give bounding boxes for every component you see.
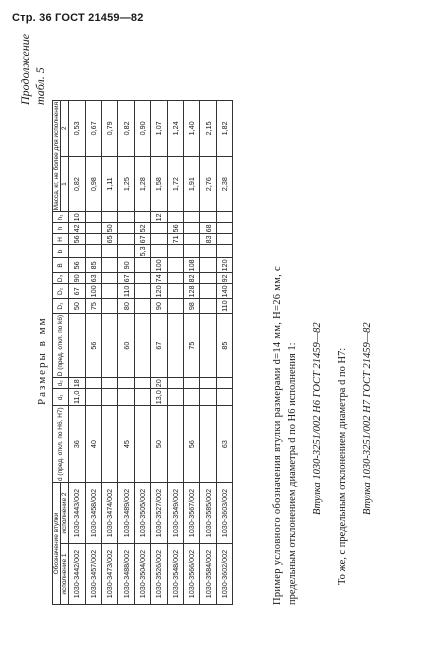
cell-H [85,234,101,245]
cell-d [134,406,150,483]
mass2-header: 2 [61,100,69,156]
cell-m1: 0,82 [69,156,85,212]
table-row [69,100,85,604]
cell-d1: 13,0 [151,389,167,406]
cell-m2: 2,15 [200,100,216,156]
table-row [85,100,101,604]
cell-m1: 1,25 [118,156,134,212]
cell-h1 [85,212,101,223]
cell-b: 5,3 [134,245,150,258]
cell-d1 [85,389,101,406]
cell-d: 40 [85,406,101,483]
cell-h: 50 [102,223,118,234]
cell-D: 67 [151,313,167,377]
cell-D2 [200,284,216,299]
cell-m2: 1,24 [167,100,183,156]
D3-header: D₃ [53,273,69,284]
cell-D1: 75 [85,299,101,313]
cell-m1: 1,58 [151,156,167,212]
D1-header: D₁ [53,299,69,313]
cell-D1: 90 [151,299,167,313]
cell-d2 [118,378,134,389]
cell-m1: 0,98 [85,156,101,212]
cell-b [151,245,167,258]
d1-header: d₁ [53,389,69,406]
cell-h1: 12 [151,212,167,223]
cell-B: 90 [118,258,134,273]
table-row [102,100,118,604]
cell-D3: 90 [69,273,85,284]
cell-D1: 50 [69,299,85,313]
cell-D2: 110 [118,284,134,299]
cell-h: 42 [69,223,85,234]
cell-e2: 1030-3527/002 [151,483,167,544]
cell-H [216,234,232,245]
cell-d [102,406,118,483]
cell-e1: 1030-3457/002 [85,544,101,605]
cell-D2: 120 [151,284,167,299]
cell-m1: 1,91 [184,156,200,212]
cell-b [184,245,200,258]
cell-H [184,234,200,245]
cell-d: 45 [118,406,134,483]
cell-D3 [102,273,118,284]
cell-d1 [118,389,134,406]
cell-D: 75 [184,313,200,377]
cell-d1 [184,389,200,406]
exec1-header: исполнение 1 [61,544,69,605]
cell-d2 [102,378,118,389]
cell-D2 [134,284,150,299]
cell-D [134,313,150,377]
cell-e2: 1030-3603/002 [216,483,232,544]
table-caption: Размеры в мм [36,316,48,405]
table-row [184,100,200,604]
d2-header: d₂ [53,378,69,389]
cell-h [151,223,167,234]
table-row [167,100,183,604]
B-header: B [53,258,69,273]
cell-D [167,313,183,377]
cell-h: 68 [200,223,216,234]
cell-m2: 0,90 [134,100,150,156]
continuation-label: Продолжение табл. 5 [18,33,47,105]
cell-D2: 140 [216,284,232,299]
cell-H [118,234,134,245]
b-header: b [53,245,69,258]
cell-e2: 1030-3489/002 [118,483,134,544]
cell-H: 67 [134,234,150,245]
cell-D1: 110 [216,299,232,313]
d-header: d (пред. откл. по H6, H7) [53,406,69,483]
cell-d1 [167,389,183,406]
cell-B [167,258,183,273]
cell-h1 [216,212,232,223]
cell-D3: 82 [184,273,200,284]
cell-e1: 1030-3526/002 [151,544,167,605]
cell-m1: 1,28 [134,156,150,212]
cell-d1 [200,389,216,406]
cell-d2: 20 [151,378,167,389]
cell-D2: 128 [184,284,200,299]
h1-header: h₁ [53,212,69,223]
cell-H: 56 [69,234,85,245]
cell-B: 85 [85,258,101,273]
cell-e2: 1030-3505/002 [134,483,150,544]
cell-e2: 1030-3443/002 [69,483,85,544]
cell-d1 [134,389,150,406]
cell-B: 100 [151,258,167,273]
cell-b [85,245,101,258]
designation-header: Обозначение втулки [53,483,61,605]
cell-h1 [118,212,134,223]
cell-e1: 1030-3566/002 [184,544,200,605]
cell-d: 36 [69,406,85,483]
cell-H: 71 [167,234,183,245]
cell-d [167,406,183,483]
cell-h1 [102,212,118,223]
cell-b [102,245,118,258]
cell-h [216,223,232,234]
cell-e1: 1030-3602/002 [216,544,232,605]
cell-m1: 2,76 [200,156,216,212]
cell-b [200,245,216,258]
mass1-header: 1 [61,156,69,212]
cell-d2 [167,378,183,389]
cell-m2: 0,67 [85,100,101,156]
example-line-2: предельным отклонением диаметра d по H6 исполнения 1: [287,342,298,605]
cell-e2: 1030-3549/002 [167,483,183,544]
cell-D1 [200,299,216,313]
cell-m1: 1,11 [102,156,118,212]
page-header: Стр. 36 ГОСТ 21459—82 [12,12,144,24]
cell-D1 [102,299,118,313]
cell-D [69,313,85,377]
cell-D: 60 [118,313,134,377]
table-row [134,100,150,604]
cell-e1: 1030-3548/002 [167,544,183,605]
cell-d2 [216,378,232,389]
cell-d: 63 [216,406,232,483]
table-row [118,100,134,604]
cell-e2: 1030-3585/002 [200,483,216,544]
cell-h1 [200,212,216,223]
mass-header: Масса, кг, не более для исполнения [53,101,60,211]
cell-B: 120 [216,258,232,273]
cell-D: 56 [85,313,101,377]
cell-e1: 1030-3504/002 [134,544,150,605]
cell-h [184,223,200,234]
example-line-1: Пример условного обозначения втулки размерами d=14 мм, H=26 мм, с [272,266,283,605]
example-designation-h6: Втулка 1030-3251/002 H6 ГОСТ 21459—82 [312,322,323,515]
rotated-page [0,25,429,645]
cell-e1: 1030-3488/002 [118,544,134,605]
cell-h1: 10 [69,212,85,223]
cell-e2: 1030-3458/002 [85,483,101,544]
cell-H: 65 [102,234,118,245]
cell-e1: 1030-3584/002 [200,544,216,605]
cell-d2 [85,378,101,389]
exec2-header: исполнение 2 [61,483,69,544]
cell-D2: 100 [85,284,101,299]
cell-D [200,313,216,377]
cell-D3 [167,273,183,284]
cell-D [102,313,118,377]
cell-e1: 1030-3473/002 [102,544,118,605]
example-designation-h7: Втулка 1030-3251/002 H7 ГОСТ 21459—82 [362,322,373,515]
cell-d2 [200,378,216,389]
cell-D3 [134,273,150,284]
cell-D1 [167,299,183,313]
cell-B [102,258,118,273]
cell-d2: 18 [69,378,85,389]
table-row [151,100,167,604]
cell-h [118,223,134,234]
table-row [200,100,216,604]
cell-m2: 1,07 [151,100,167,156]
h-header: h [53,223,69,234]
cell-d1: 11,0 [69,389,85,406]
cell-B [134,258,150,273]
cell-D3: 63 [85,273,101,284]
cell-b [167,245,183,258]
cell-b [69,245,85,258]
cell-B: 108 [184,258,200,273]
D2-header: D₂ [53,284,69,299]
cell-m2: 0,53 [69,100,85,156]
cell-H [151,234,167,245]
cell-d [200,406,216,483]
cell-D3 [200,273,216,284]
table-body [69,100,233,604]
cell-h [85,223,101,234]
cell-D3: 74 [151,273,167,284]
cell-m1: 1,72 [167,156,183,212]
cell-B [200,258,216,273]
cell-D3: 67 [118,273,134,284]
cell-D1: 98 [184,299,200,313]
cell-d: 56 [184,406,200,483]
cell-D1 [134,299,150,313]
cell-d1 [216,389,232,406]
cell-h1 [184,212,200,223]
cell-d2 [184,378,200,389]
cell-e1: 1030-3442/002 [69,544,85,605]
table-row [216,100,232,604]
cell-b [216,245,232,258]
cell-e2: 1030-3474/002 [102,483,118,544]
cell-D3: 92 [216,273,232,284]
D-header: D (пред. откл. по k6) [53,313,69,377]
dimensions-table [52,100,233,605]
cell-D1: 80 [118,299,134,313]
cell-e2: 1030-3567/002 [184,483,200,544]
cell-D2 [167,284,183,299]
cell-m2: 0,79 [102,100,118,156]
cell-m2: 1,82 [216,100,232,156]
cell-H: 83 [200,234,216,245]
cell-h: 52 [134,223,150,234]
cell-h: 56 [167,223,183,234]
cell-d: 50 [151,406,167,483]
cell-h1 [167,212,183,223]
cell-h1 [134,212,150,223]
H-header: H [53,234,69,245]
cell-m2: 0,82 [118,100,134,156]
cell-b [118,245,134,258]
cell-D2 [102,284,118,299]
cell-B: 56 [69,258,85,273]
cell-m1: 2,38 [216,156,232,212]
cell-m2: 1,40 [184,100,200,156]
cell-D: 85 [216,313,232,377]
example-line-4: То же, с предельным отклонением диаметра d по H7: [337,347,348,585]
cell-d1 [102,389,118,406]
cell-D2: 67 [69,284,85,299]
cell-d2 [134,378,150,389]
